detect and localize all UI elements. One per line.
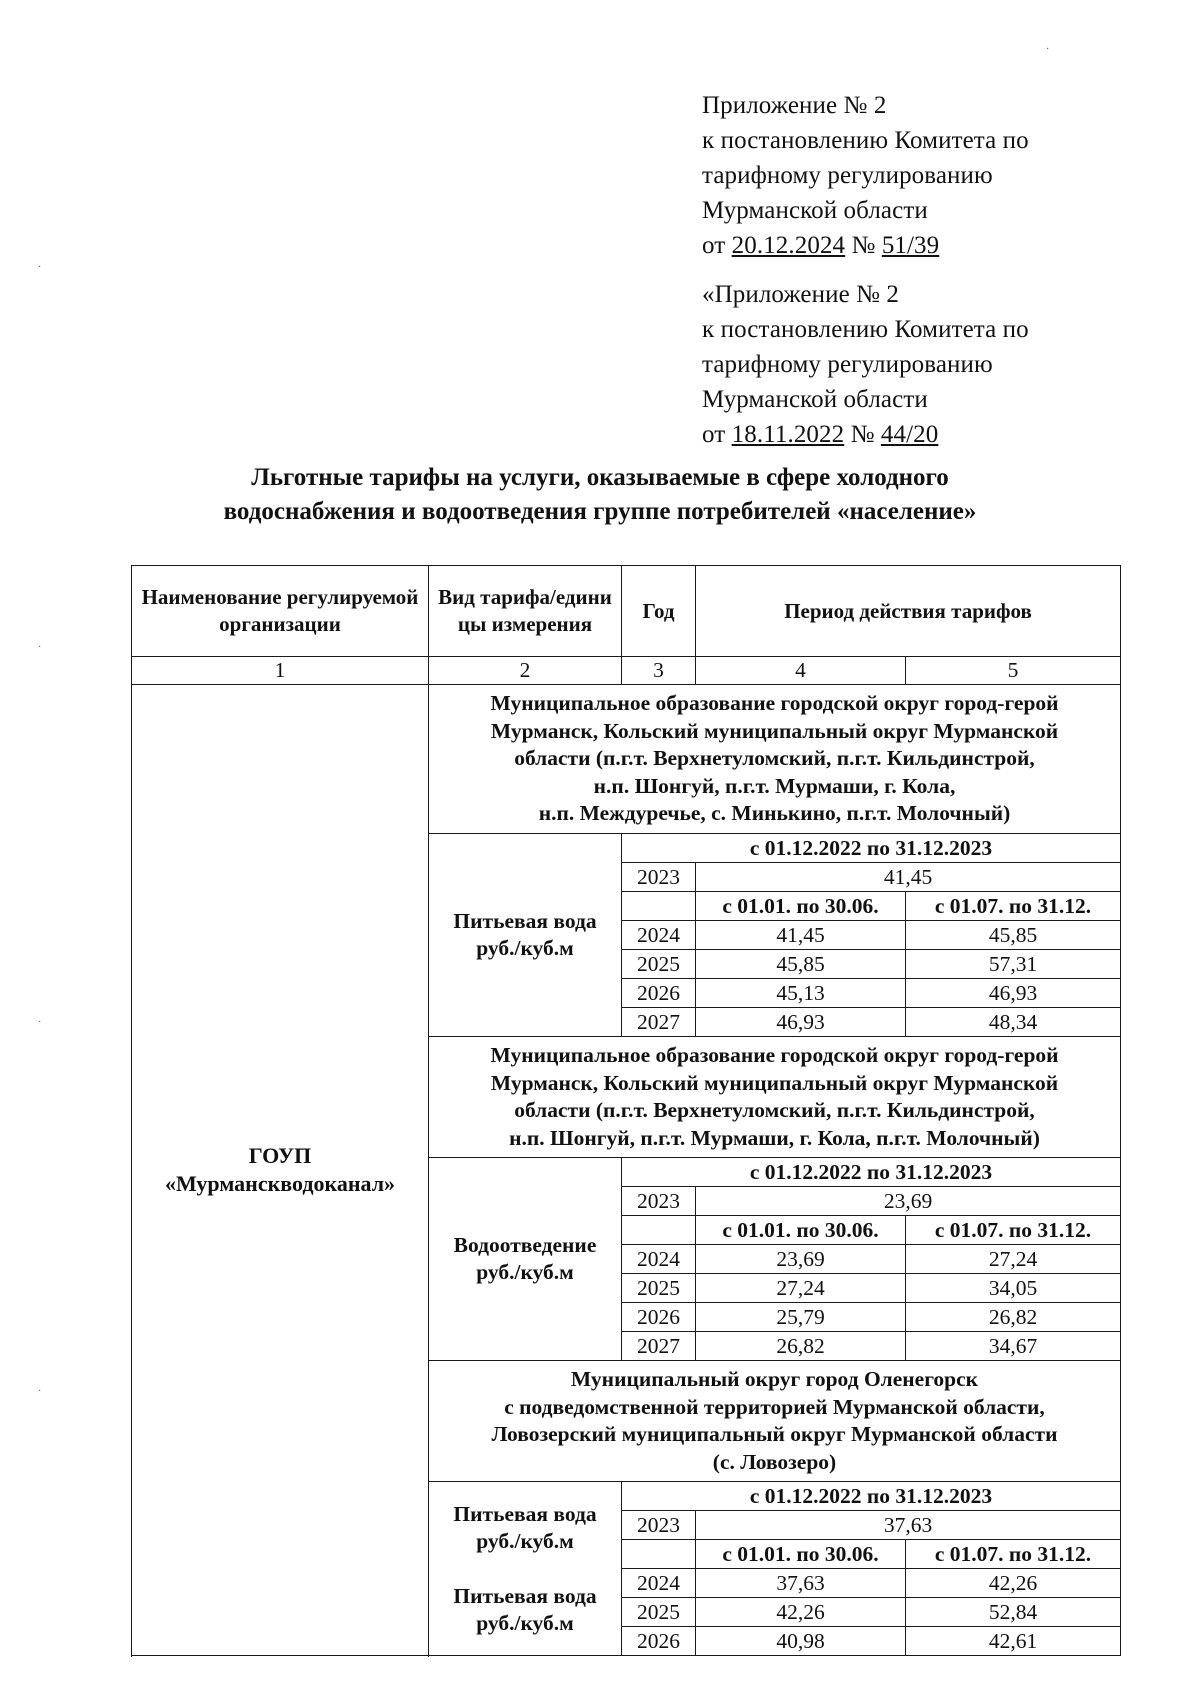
organization-line: ГОУП [248,1143,312,1168]
territory-line: н.п. Междуречье, с. Минькино, п.г.т. Молочный) [538,801,1011,826]
header-org: Наименование регулируемой организации [132,566,429,657]
document-title [120,461,1080,529]
tariff-value: 26,82 [696,1332,906,1361]
territory-line: (с. Ловозеро) [712,1449,837,1474]
appendix-date-line [702,228,1029,263]
tariff-value: 42,26 [906,1569,1121,1598]
year-cell: 2025 [622,1274,696,1303]
tariff-value: 48,34 [906,1008,1121,1037]
tariff-type-line: Питьевая вода [453,909,597,933]
period-header: с 01.12.2022 по 31.12.2023 [622,834,1121,863]
appendix-line: Мурманской области [702,197,928,224]
tariff-value: 45,85 [906,921,1121,950]
year-cell: 2025 [622,950,696,979]
year-cell: 2024 [622,921,696,950]
number-prefix: № [845,232,882,259]
tariff-type-drinking-water-2 [429,1482,622,1656]
tariff-type-line: руб./куб.м [476,1610,574,1635]
tariff-type-gap [431,1555,619,1583]
tariff-type-line: руб./куб.м [476,1260,574,1284]
half-year-header: с 01.01. по 30.06. [696,1216,906,1245]
appendix-line: к постановлению Комитета по [702,127,1029,154]
territory-line: Муниципальный округ город Оленегорск [570,1367,979,1391]
appendix-line: Мурманской области [702,386,928,413]
year-cell: 2023 [622,863,696,892]
organization-line: «Мурманскводоканал» [164,1171,396,1196]
organization-name [132,685,429,1656]
territory-line: Муниципальное образование городской округ город-герой [490,691,1059,716]
tariff-type-line: Водоотведение [453,1233,597,1257]
period-header: с 01.12.2022 по 31.12.2023 [622,1482,1121,1511]
table-header-row [132,566,1121,657]
scan-speck: · [1046,44,1050,55]
half-year-header: с 01.07. по 31.12. [906,892,1121,921]
tariff-value: 42,61 [906,1627,1121,1656]
title-line: Льготные тарифы на услуги, оказываемые в сфере холодного [251,464,949,491]
appendix-line: к постановлению Комитета по [702,316,1029,343]
year-cell: 2023 [622,1511,696,1540]
tariff-value: 34,67 [906,1332,1121,1361]
half-year-header: с 01.07. по 31.12. [906,1540,1121,1569]
scan-speck: · [38,642,42,653]
tariffs-table [131,565,1121,1656]
year-cell: 2026 [622,1627,696,1656]
year-cell: 2026 [622,979,696,1008]
date-prefix: от [702,232,732,259]
year-cell: 2025 [622,1598,696,1627]
appendix-date-line [702,417,1029,452]
scan-speck: · [38,1017,42,1028]
territory-line: области (п.г.т. Верхнетуломский, п.г.т. Кильдинстрой, [514,746,1035,771]
territory-line: с подведомственной территорией Мурманской области, [504,1394,1045,1419]
column-number: 1 [132,657,429,685]
tariff-value: 34,05 [906,1274,1121,1303]
year-cell: 2027 [622,1332,696,1361]
tariff-value: 46,93 [696,1008,906,1037]
territory-line: Ловозерский муниципальный округ Мурманской области [491,1422,1058,1446]
date-prefix: от [702,421,732,448]
half-year-header: с 01.01. по 30.06. [696,1540,906,1569]
tariff-value: 41,45 [696,921,906,950]
appendix-line: тарифному регулированию [702,162,993,189]
appendix-line: тарифному регулированию [702,351,993,378]
title-line: водоснабжения и водоотведения группе потребителей «население» [223,498,977,525]
tariff-value: 37,63 [696,1511,1121,1540]
appendix-line: Приложение № 2 [702,92,887,119]
column-number: 5 [906,657,1121,685]
year-cell: 2023 [622,1187,696,1216]
year-cell-empty [622,892,696,921]
column-number: 2 [429,657,622,685]
year-cell-empty [622,1216,696,1245]
year-cell: 2026 [622,1303,696,1332]
tariff-value: 41,45 [696,863,1121,892]
column-number: 3 [622,657,696,685]
column-number: 4 [696,657,906,685]
tariff-value: 42,26 [696,1598,906,1627]
tariff-value: 57,31 [906,950,1121,979]
header-tariff-type: Вид тарифа/едини цы измерения [429,566,622,657]
table-row [132,685,1121,834]
tariff-value: 26,82 [906,1303,1121,1332]
header-period: Период действия тарифов [696,566,1121,657]
tariff-type-line: руб./куб.м [476,936,574,960]
territory-line: Муниципальное образование городской округ город-герой [490,1043,1059,1067]
tariff-type-wastewater [429,1158,622,1361]
tariff-value: 25,79 [696,1303,906,1332]
territory-block-3 [429,1361,1121,1482]
year-cell: 2024 [622,1245,696,1274]
period-header: с 01.12.2022 по 31.12.2023 [622,1158,1121,1187]
appendix-line: «Приложение № 2 [702,281,900,308]
tariff-value: 37,63 [696,1569,906,1598]
appendix-original-reference [702,277,1029,452]
year-cell: 2024 [622,1569,696,1598]
half-year-header: с 01.07. по 31.12. [906,1216,1121,1245]
tariff-value: 52,84 [906,1598,1121,1627]
decree-number: 51/39 [881,232,940,259]
year-cell: 2027 [622,1008,696,1037]
territory-line: н.п. Шонгуй, п.г.т. Мурмаши, г. Кола, [593,773,956,798]
decree-number: 44/20 [880,421,939,448]
year-cell-empty [622,1540,696,1569]
tariff-value: 45,85 [696,950,906,979]
tariff-type-line: Питьевая вода [453,1501,597,1526]
territory-line: н.п. Шонгуй, п.г.т. Мурмаши, г. Кола, п.г.т. Молочный) [509,1125,1040,1150]
half-year-header: с 01.01. по 30.06. [696,892,906,921]
tariff-type-line: руб./куб.м [476,1528,574,1553]
decree-date: 20.12.2024 [731,232,846,259]
tariff-value: 23,69 [696,1187,1121,1216]
tariff-value: 45,13 [696,979,906,1008]
territory-block-2 [429,1037,1121,1158]
tariff-value: 40,98 [696,1627,906,1656]
tariff-value: 46,93 [906,979,1121,1008]
territory-line: области (п.г.т. Верхнетуломский, п.г.т. Кильдинстрой, [514,1098,1035,1122]
tariff-type-drinking-water [429,834,622,1037]
tariff-value: 27,24 [906,1245,1121,1274]
number-prefix: № [844,421,881,448]
decree-date: 18.11.2022 [731,421,845,448]
header-year: Год [622,566,696,657]
territory-line: Мурманск, Кольский муниципальный округ Мурманской [490,718,1059,743]
territory-block-1 [429,685,1121,834]
scan-speck: · [38,262,42,273]
territory-line: Мурманск, Кольский муниципальный округ Мурманской [490,1070,1059,1095]
tariff-value: 27,24 [696,1274,906,1303]
tariff-value: 23,69 [696,1245,906,1274]
scan-speck: · [38,1386,42,1397]
column-numbers-row [132,657,1121,685]
tariff-type-line: Питьевая вода [453,1583,597,1608]
appendix-current-reference [702,88,1029,263]
